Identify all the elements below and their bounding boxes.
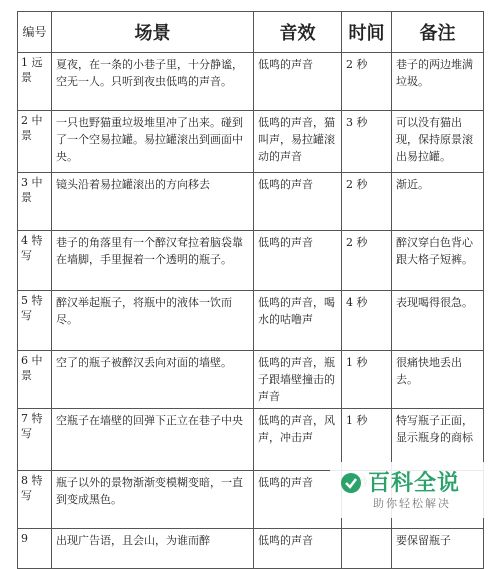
row-note: 要保留瓶子 — [392, 529, 484, 569]
table-row — [18, 529, 484, 569]
table-row — [18, 231, 484, 291]
table-row — [18, 53, 484, 111]
row-scene: 出现广告语，且会山，为谁而醉 — [52, 529, 254, 569]
row-sound: 低鸣的声音 — [254, 231, 342, 291]
table-row — [18, 173, 484, 231]
row-num: 2 中景 — [18, 111, 52, 173]
row-num: 6 中景 — [18, 351, 52, 409]
logo-icon — [340, 472, 362, 494]
row-time: 1 秒 — [342, 351, 392, 409]
row-sound: 低鸣的声音 — [254, 173, 342, 231]
row-num: 8 特写 — [18, 471, 52, 529]
row-note: 渐近。 — [392, 173, 484, 231]
table-row — [18, 111, 484, 173]
row-scene: 空瓶子在墙壁的回弹下正立在巷子中央 — [52, 409, 254, 471]
header-row — [18, 12, 484, 53]
header-sound: 音效 — [254, 12, 342, 53]
row-scene: 夏夜，在一条的小巷子里，十分静谧，空无一人。只听到夜虫低鸣的声音。 — [52, 53, 254, 111]
row-note: 可以没有猫出现，保持原景滚出易拉罐。 — [392, 111, 484, 173]
row-scene: 镜头沿着易拉罐滚出的方向移去 — [52, 173, 254, 231]
row-time: 3 秒 — [342, 111, 392, 173]
watermark-subtitle: 助你轻松解决 — [373, 497, 451, 510]
row-scene: 醉汉举起瓶子，将瓶中的液体一饮而尽。 — [52, 291, 254, 351]
row-num: 9 — [18, 529, 52, 569]
row-num: 3 中景 — [18, 173, 52, 231]
row-note: 醉汉穿白色背心跟大格子短裤。 — [392, 231, 484, 291]
row-note: 巷子的两边堆满垃圾。 — [392, 53, 484, 111]
row-scene: 瓶子以外的景物渐渐变模糊变暗，一直到变成黑色。 — [52, 471, 254, 529]
row-note: 很痛快地丢出去。 — [392, 351, 484, 409]
row-time: 2 秒 — [342, 231, 392, 291]
header-num: 编号 — [18, 12, 52, 53]
row-num: 1 远景 — [18, 53, 52, 111]
row-note: 特写瓶子正面，显示瓶身的商标 — [392, 409, 484, 471]
row-time: 1 秒 — [342, 409, 392, 471]
row-sound: 低鸣的声音，瓶子跟墙壁撞击的声音 — [254, 351, 342, 409]
row-scene: 巷子的角落里有一个醉汉耷拉着脑袋靠在墙脚，手里握着一个透明的瓶子。 — [52, 231, 254, 291]
row-time — [342, 529, 392, 569]
row-sound: 低鸣的声音 — [254, 529, 342, 569]
header-scene: 场景 — [52, 12, 254, 53]
watermark-title: 百科全说 — [368, 471, 461, 496]
row-sound: 低鸣的声音 — [254, 471, 342, 529]
row-num: 5 特写 — [18, 291, 52, 351]
row-time: 2 秒 — [342, 53, 392, 111]
watermark — [330, 462, 500, 518]
row-time: 4 秒 — [342, 291, 392, 351]
header-note: 备注 — [392, 12, 484, 53]
row-sound: 低鸣的声音，喝水的咕噜声 — [254, 291, 342, 351]
row-num: 7 特写 — [18, 409, 52, 471]
table-row — [18, 351, 484, 409]
row-sound: 低鸣的声音，猫叫声，易拉罐滚动的声音 — [254, 111, 342, 173]
row-time: 2 秒 — [342, 173, 392, 231]
row-sound: 低鸣的声音，风声，冲击声 — [254, 409, 342, 471]
row-scene: 一只也野猫重垃圾堆里冲了出来。碰到了一个空易拉罐。易拉罐滚出到画面中央。 — [52, 111, 254, 173]
header-time: 时间 — [342, 12, 392, 53]
row-scene: 空了的瓶子被醉汉丢向对面的墙壁。 — [52, 351, 254, 409]
row-num: 4 特写 — [18, 231, 52, 291]
table-row — [18, 291, 484, 351]
row-note: 表现喝得很急。 — [392, 291, 484, 351]
row-sound: 低鸣的声音 — [254, 53, 342, 111]
